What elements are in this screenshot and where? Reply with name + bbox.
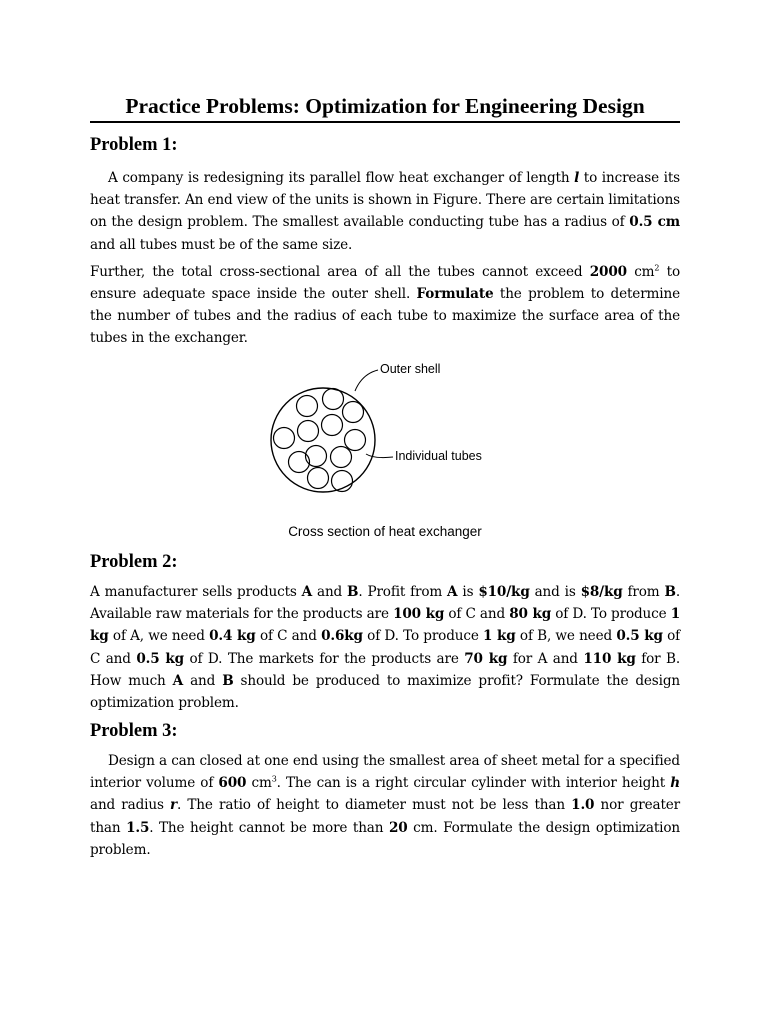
document-page xyxy=(90,0,681,858)
individual-tubes-label: Individual tubes xyxy=(395,449,482,463)
heat-exchanger-diagram xyxy=(266,360,526,510)
problem-2-paragraph: A manufacturer sells products A and B. Profit from A is $10/kg and is $8/kg from B. Available raw materials for the products are 100 kg of C and 80 kg of D. To produce 1 kg of A, we need 0.4 kg of C and 0.6kg of D. To produce 1 kg of B, we need 0.5 kg of C and 0.5 kg of D. The markets for the products are 70 kg for A and 110 kg for B. How much A and B should be produced to maximize profit? Formulate the design optimization problem. xyxy=(90,584,681,712)
problem-3-heading: Problem 3: xyxy=(90,721,178,741)
problem-3-paragraph: Design a can closed at one end using the smallest area of sheet metal for a specified interior volume of 600 $cm^3$. The can is a right circular cylinder with interior height h and radius r. The ratio of height to diameter must not be less than 1.0 nor greater than 1.5. The height cannot be more than 20 cm. Formulate the design optimization problem. xyxy=(90,753,681,858)
problem-1-heading: Problem 1: xyxy=(90,135,178,155)
problem-2-heading: Problem 2: xyxy=(90,552,178,572)
tubes-leader xyxy=(366,454,393,458)
problem-1-paragraph-2: Further, the total cross-sectional area of all the tubes cannot exceed 2000 $cm^2$ to ensure adequate space inside the outer shell. Formulate the problem to determine the number of tubes and the radius of each tube to maximize the surface area of the tubes in the exchanger. xyxy=(90,263,680,347)
problem-1-paragraph-1: A company is redesigning its parallel flow heat exchanger of length l to increase its heat transfer. An end view of the units is shown in Figure. There are certain limitations on the design problem. The smallest available conducting tube has a radius of 0.5 cm and all tubes must be of the same size. xyxy=(90,170,680,253)
heat-exchanger-figure xyxy=(266,360,526,510)
tube-circles xyxy=(274,389,366,492)
page-title: Practice Problems: Optimization for Engineering Design xyxy=(90,94,680,123)
figure-caption: Cross section of heat exchanger xyxy=(288,524,482,539)
outer-shell-label: Outer shell xyxy=(380,362,441,376)
outer-shell-leader xyxy=(355,370,378,391)
